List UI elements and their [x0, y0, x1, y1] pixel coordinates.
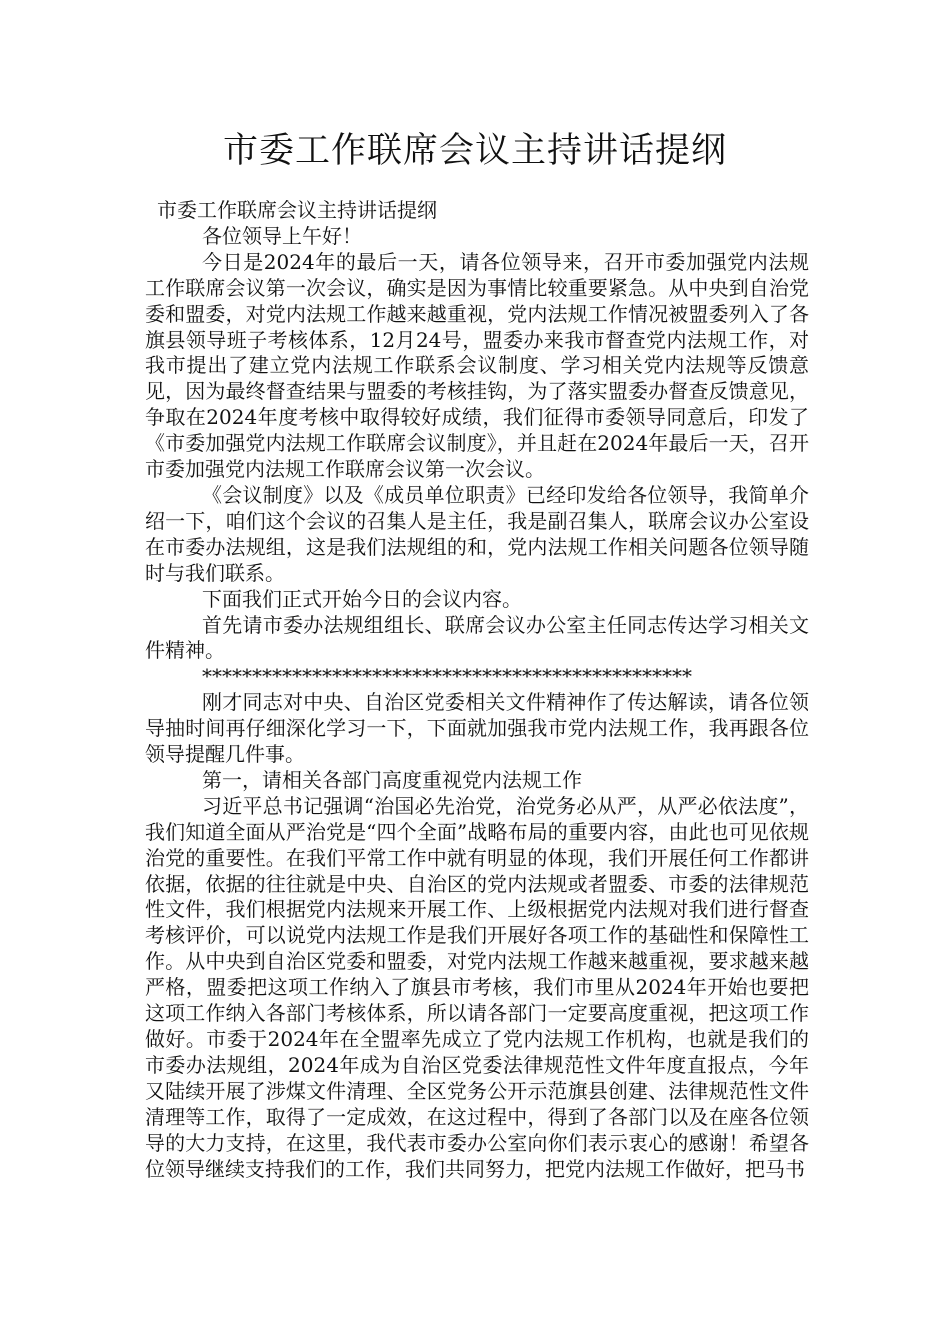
section-divider: ************************************************* [202, 664, 692, 689]
document-subtitle: 市委工作联席会议主持讲话提纲 [157, 198, 437, 222]
document-title: 市委工作联席会议主持讲话提纲 [222, 131, 727, 171]
paragraph-meeting-system: 《会议制度》以及《成员单位职责》已经印发给各位领导，我简单介绍一下，咱们这个会议的召集人是主任，我是副召集人，联席会议办公室设在市委办法规组，这是我们法规组的和，党内法规工作相关问题各位领导随时与我们联系。 [145, 482, 809, 585]
document-body [145, 198, 809, 1182]
paragraph-greeting: 各位领导上午好！ [202, 223, 362, 248]
paragraph-agenda-start: 下面我们正式开始今日的会议内容。 [202, 586, 522, 611]
section-heading-first: 第一，请相关各部门高度重视党内法规工作 [202, 767, 582, 792]
paragraph-first-point: 习近平总书记强调“治国必先治党，治党务必从严，从严必依法度”，我们知道全面从严治党是“四个全面”战略布局的重要内容，由此也可见依规治党的重要性。在我们平常工作中就有明显的体现，我们开展任何工作都讲依据，依据的往往就是中央、自治区的党内法规或者盟委、市委的法律规范性文件，我们根据党内法规来开展工作、上级根据党内法规对我们进行督查考核评价，可以说党内法规工作是我们开展好各项工作的基础性和保障性工作。从中央到自治区党委和盟委，对党内法规工作越来越重视，要求越来越严格，盟委把这项工作纳入了旗县市考核，我们市里从2024年开始也要把这项工作纳入各部门考核体系，所以请各部门一定要高度重视，把这项工作做好。市委于2024年在全盟率先成立了党内法规工作机构，也就是我们的市委办法规组，2024年成为自治区党委法律规范性文件年度直报点，今年又陆续开展了涉煤文件清理、全区党务公开示范旗县创建、法律规范性文件清理等工作，取得了一定成效，在这过程中，得到了各部门以及在座各位领导的大力支持，在这里，我代表市委办公室向你们表示衷心的感谢！希望各位领导继续支持我们的工作，我们共同努力，把党内法规工作做好，把马书 [145, 793, 809, 1181]
paragraph-reminders-intro: 刚才同志对中央、自治区党委相关文件精神作了传达解读，请各位领导抽时间再仔细深化学习一下，下面就加强我市党内法规工作，我再跟各位领导提醒几件事。 [145, 690, 809, 767]
paragraph-document-briefing: 首先请市委办法规组组长、联席会议办公室主任同志传达学习相关文件精神。 [145, 612, 809, 663]
paragraph-meeting-background: 今日是2024年的最后一天，请各位领导来，召开市委加强党内法规工作联席会议第一次会议，确实是因为事情比较重要紧急。从中央到自治党委和盟委，对党内法规工作越来越重视，党内法规工作情况被盟委列入了各旗县领导班子考核体系，12月24号，盟委办来我市督查党内法规工作，对我市提出了建立党内法规工作联系会议制度、学习相关党内法规等反馈意见，因为最终督查结果与盟委的考核挂钩，为了落实盟委办督查反馈意见，争取在2024年度考核中取得较好成绩，我们征得市委领导同意后，印发了《市委加强党内法规工作联席会议制度》，并且赶在2024年最后一天，召开市委加强党内法规工作联席会议第一次会议。 [145, 249, 809, 482]
